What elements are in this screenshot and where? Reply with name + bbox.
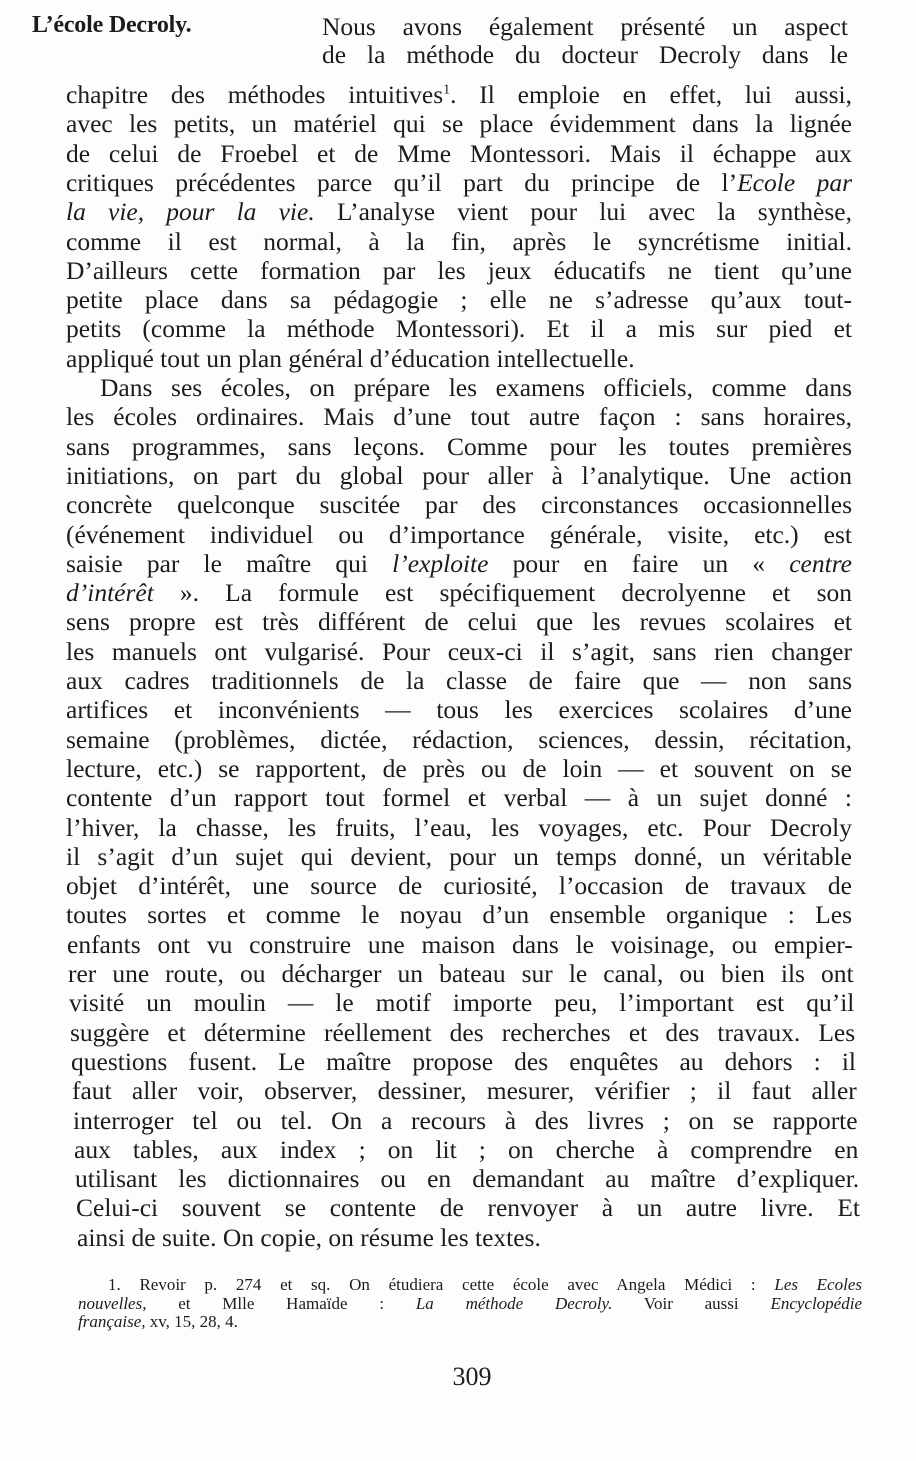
text-segment: initiations, on part du global pour aller à l’analytique. Une action [66,460,852,490]
text-line [322,40,848,69]
text-segment: l’exploite [392,548,489,578]
text-line [66,285,852,314]
footnote-line [108,1275,862,1294]
text-line [66,344,852,373]
text-segment: Voir aussi [612,1293,771,1313]
text-segment: enfants ont vu construire une maison dans le voisinage, ou empier- [67,929,853,959]
text-line [66,783,852,812]
page-number: 309 [452,1362,492,1391]
text-segment: Nous avons également présenté un aspect [322,12,848,41]
text-line [66,402,852,431]
text-segment: faut aller voir, observer, dessiner, mesurer, vérifier ; il faut aller [72,1076,857,1106]
text-line [100,373,852,402]
text-segment: comme il est normal, à la fin, après le syncrétisme initial. [66,226,852,256]
text-line [66,256,852,285]
text-line [68,959,854,988]
text-segment: rer une route, ou décharger un bateau sur le canal, ou bien ils ont [68,959,854,988]
text-segment: semaine (problèmes, dictée, rédaction, sciences, dessin, récitation, [66,724,852,754]
text-segment: il s’agit d’un sujet qui devient, pour un temps donné, un véritable [66,841,852,871]
text-line [66,842,852,871]
text-segment: de celui de Froebel et de Mme Montessori. Mais il échappe aux [66,138,852,168]
text-line [72,1076,857,1105]
text-line [66,168,852,197]
text-segment: saisie par le maître qui [66,548,393,578]
text-segment: chapitre des méthodes intuitives [66,80,444,109]
text-segment: et Mlle Hamaïde : [146,1293,416,1313]
text-segment: concrète quelconque suscitée par des circonstances occasionnelles [66,490,852,520]
text-segment: les manuels ont vulgarisé. Pour ceux-ci il s’agit, sans rien changer [66,636,852,666]
text-segment: Encyclopédie [770,1293,862,1313]
text-segment: . Il emploie en effet, lui aussi, [450,80,852,109]
text-line [66,549,852,578]
footnote-line [78,1294,862,1313]
text-segment: pour en faire un « [488,548,790,578]
footnote-line [78,1312,862,1331]
text-line [67,930,853,959]
section-heading: L’école Decroly. [32,12,192,38]
text-segment: (événement individuel ou d’importance générale, visite, etc.) est [66,519,852,549]
text-line [76,1193,860,1222]
text-segment: objet d’intérêt, une source de curiosité, l’occasion de travaux de [66,871,852,901]
text-segment: centre [789,548,852,578]
text-segment: La méthode Decroly. [415,1293,613,1313]
text-segment: utilisant les dictionnaires ou en demandant au maître d’expliquer. [75,1164,860,1194]
text-segment: Les Ecoles [774,1275,862,1294]
text-line [75,1164,859,1193]
text-line [70,1018,855,1047]
text-segment: Ecole par [737,167,852,197]
text-segment: lecture, etc.) se rapportent, de près ou de loin — et souvent on se [66,753,852,783]
text-line [77,1223,861,1252]
text-segment: interroger tel ou tel. On a recours à des livres ; on se rapporte [73,1105,858,1135]
text-segment: appliqué tout un plan général d’éducation intellectuelle. [66,343,635,373]
text-segment: française, [78,1312,146,1331]
text-segment: petite place dans sa pédagogie ; elle ne s’adresse qu’aux tout- [66,285,852,315]
text-line [66,900,852,929]
text-segment: l’hiver, la chasse, les fruits, l’eau, les voyages, etc. Pour Decroly [66,812,852,842]
text-segment: aux cadres traditionnels de la classe de faire que — non sans [66,666,852,695]
text-line [66,666,852,695]
text-line [66,490,852,519]
text-segment: Celui-ci souvent se contente de renvoyer à un autre livre. Et [76,1193,860,1223]
text-segment: toutes sortes et comme le noyau d’un ensemble organique : Les [66,900,852,930]
text-segment: questions fusent. Le maître propose des enquêtes au dehors : il [71,1046,856,1076]
text-segment: ainsi de suite. On copie, on résume les textes. [77,1222,541,1252]
text-segment: 1. Revoir p. 274 et sq. On étudiera cette école avec Angela Médici : [108,1275,775,1294]
text-segment: critiques précédentes parce qu’il part du principe de l’ [66,167,738,197]
text-segment: D’ailleurs cette formation par les jeux éducatifs ne tient qu’une [66,255,852,285]
text-line [66,725,852,754]
text-line [322,12,848,41]
text-line [66,813,852,842]
text-line [66,637,852,666]
text-line [66,109,852,138]
text-segment: aux tables, aux index ; on lit ; on cherche à comprendre en [74,1134,859,1164]
text-segment: avec les petits, un matériel qui se place évidemment dans la lignée [66,109,852,139]
text-line [66,197,852,226]
text-line [69,988,854,1017]
text-line [66,461,852,490]
text-line [66,607,852,636]
text-segment: d’intérêt [66,578,154,608]
text-line [66,227,852,256]
text-segment: nouvelles, [78,1293,147,1313]
text-segment: Dans ses écoles, on prépare les examens officiels, comme dans [100,373,852,402]
text-segment: contente d’un rapport tout formel et verbal — à un sujet donné : [66,783,852,813]
text-line [71,1047,856,1076]
text-segment: sens propre est très différent de celui que les revues scolaires et [66,607,852,637]
text-segment: la vie, pour la vie. [66,197,315,227]
text-segment: suggère et détermine réellement des recherches et des travaux. Les [70,1017,856,1047]
text-segment: visité un moulin — le motif importe peu, l’important est qu’il [69,988,855,1018]
text-segment: les écoles ordinaires. Mais d’une tout autre façon : sans horaires, [66,402,852,432]
text-line [66,754,852,783]
text-segment: artifices et inconvénients — tous les exercices scolaires d’une [66,695,852,725]
text-line [74,1135,858,1164]
text-segment: de la méthode du docteur Decroly dans le [322,40,848,69]
text-line [66,139,852,168]
text-line [66,871,852,900]
text-segment: ». La formule est spécifiquement decrolyenne et son [153,578,852,608]
text-line [66,432,852,461]
text-segment: petits (comme la méthode Montessori). Et il a mis sur pied et [66,314,852,344]
text-segment: sans programmes, sans leçons. Comme pour les toutes premières [66,431,852,461]
text-line [66,520,852,549]
text-segment: xv, 15, 28, 4. [145,1312,238,1331]
text-line [66,695,852,724]
text-line [66,314,852,343]
text-line [73,1106,858,1135]
text-line [66,578,852,607]
text-segment: L’analyse vient pour lui avec la synthèse, [314,197,852,227]
text-line [66,80,852,109]
footnote-reference: 1 [443,82,451,98]
